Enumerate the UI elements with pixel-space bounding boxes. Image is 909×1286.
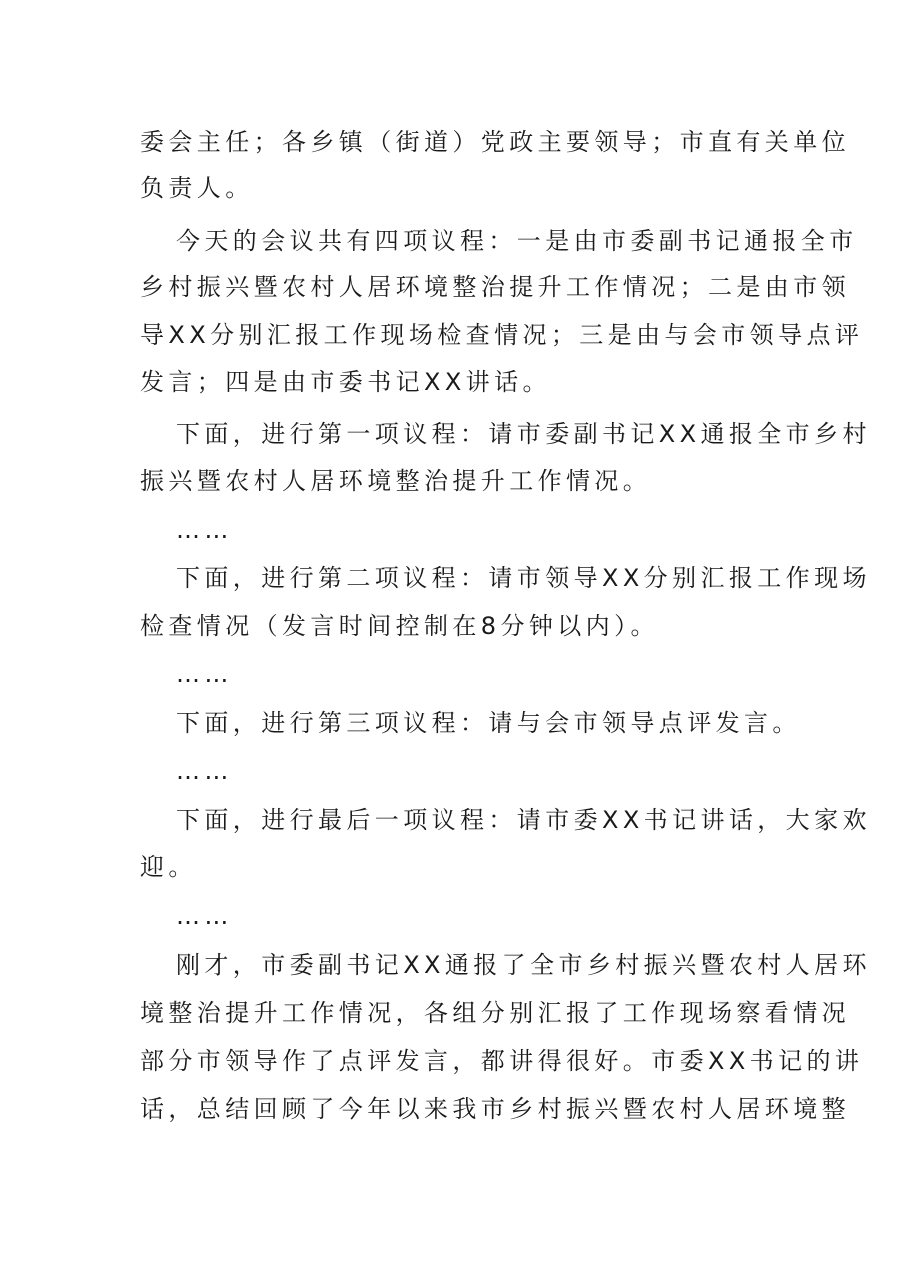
text-line: 振兴暨农村人居环境整治提升工作情况。 [140,467,652,495]
text-line: 下面，进行最后一项议程：请市委XX书记讲话，大家欢 [176,806,871,834]
text-line: 今天的会议共有四项议程：一是由市委副书记通报全市 [176,227,858,255]
ellipsis-line: …… [176,757,233,785]
text-line: 境整治提升工作情况，各组分别汇报了工作现场察看情况 [140,999,850,1027]
text-line: 导XX分别汇报工作现场检查情况；三是由与会市领导点评 [140,321,864,349]
text-line: 检查情况（发言时间控制在8分钟以内）。 [140,612,659,640]
text-line: 委会主任；各乡镇（街道）党政主要领导；市直有关单位 [140,128,850,156]
text-line: 迎。 [140,853,197,881]
text-line: 话，总结回顾了今年以来我市乡村振兴暨农村人居环境整 [140,1095,850,1123]
ellipsis-line: …… [176,660,233,688]
text-line: 部分市领导作了点评发言，都讲得很好。市委XX书记的讲 [140,1047,864,1075]
text-line: 下面，进行第二项议程：请市领导XX分别汇报工作现场 [176,564,871,592]
text-line: 下面，进行第三项议程：请与会市领导点评发言。 [176,709,801,737]
ellipsis-line: …… [176,516,233,544]
text-line: 发言；四是由市委书记XX讲话。 [140,368,551,396]
text-line: 下面，进行第一项议程：请市委副书记XX通报全市乡村 [176,420,871,448]
text-line: 负责人。 [140,174,254,202]
text-line: 刚才，市委副书记XX通报了全市乡村振兴暨农村人居环 [176,951,871,979]
text-line: 乡村振兴暨农村人居环境整治提升工作情况；二是由市领 [140,273,850,301]
ellipsis-line: …… [176,902,233,930]
